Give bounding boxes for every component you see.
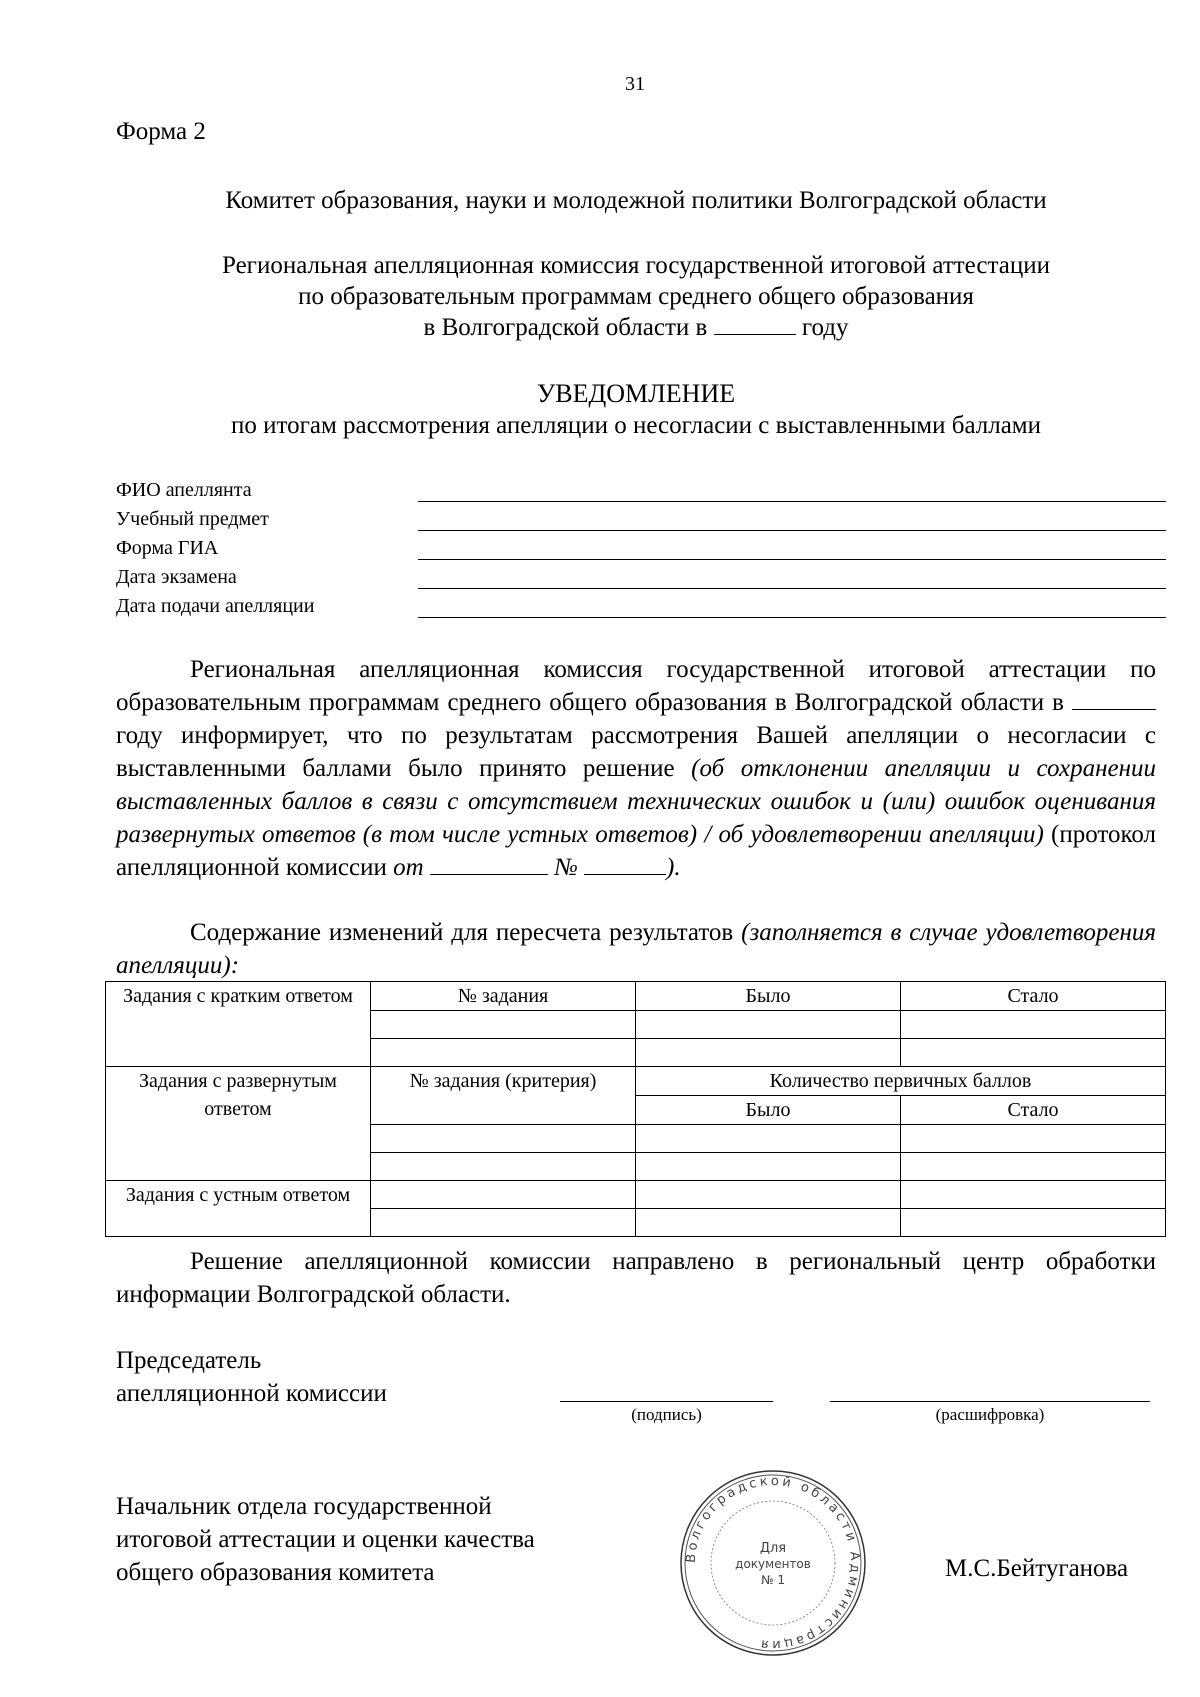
became-header: Стало (901, 982, 1166, 1011)
was-header: Было (636, 1096, 901, 1125)
table-cell (371, 1039, 636, 1067)
short-answer-label: Задания с кратким ответом (106, 982, 371, 1067)
field-row-gia-form (116, 535, 1166, 564)
stamp-outer-text: Волгоградской области Администрация (683, 1473, 863, 1653)
protocol-date-blank (430, 852, 548, 875)
table-cell (901, 1153, 1166, 1181)
notice-subtitle: по итогам рассмотрения апелляции о несогласии с выставленными баллами (230, 412, 1042, 439)
field-fill-line (418, 617, 1166, 618)
committee-heading: Комитет образования, науки и молодежной политики Волгоградской области (225, 187, 1047, 214)
decision-paragraph: Региональная апелляционная комиссия государственной итоговой аттестации по образовательным программам среднего общего образования в Волгоградской области в году информирует, что по результатам рассмотрения Вашей апелляции о несогласии с выставленными баллами было принято решение (об отклонении апелляции и сохранении выставленных баллов в связи с отсутствием технических ошибок и (или) ошибок оценивания развернутых ответов (в том числе устных ответов) / об удовлетворении апелляции) (протокол апелляционной комиссии от № ). (116, 656, 1156, 881)
field-label: ФИО апеллянта (116, 479, 252, 501)
commission-heading (116, 250, 1156, 343)
field-label: Дата подачи апелляции (116, 595, 315, 617)
field-fill-line (418, 559, 1166, 560)
oral-answer-label: Задания с устным ответом (106, 1181, 371, 1237)
became-header: Стало (901, 1096, 1166, 1125)
field-label: Форма ГИА (116, 537, 219, 559)
protocol-number-blank (584, 852, 666, 875)
table-cell (901, 1039, 1166, 1067)
stamp-center-line-1: Для (759, 1541, 787, 1556)
form-label: Форма 2 (116, 118, 206, 145)
table-cell (901, 1209, 1166, 1237)
chief-title: Начальник отдела государственной итоговой аттестации и оценки качества общего образования комитета (116, 1493, 535, 1586)
decision-options: (об отклонении апелляции и сохранении выставленных баллов в связи с отсутствием технических ошибок и (или) ошибок оценивания развернутых ответов (в том числе устных ответов) / об удовлетворении апелляции) (116, 755, 1156, 848)
decoding-line (830, 1401, 1150, 1402)
decoding-caption: (расшифровка) (935, 1405, 1045, 1424)
table-row (106, 1181, 1166, 1209)
official-stamp (678, 1468, 868, 1658)
field-row-exam-date (116, 564, 1166, 593)
was-header: Было (636, 982, 901, 1011)
task-criterion-header: № задания (критерия) (371, 1067, 636, 1125)
changes-table (105, 981, 1166, 1237)
routing-paragraph: Решение апелляционной комиссии направлено в региональный центр обработки информации Волгоградской области. (116, 1248, 1156, 1308)
changes-intro: Содержание изменений для пересчета результатов (заполняется в случае удовлетворения апелляции): (116, 919, 1156, 979)
task-number-header: № задания (371, 982, 636, 1011)
table-cell (371, 1181, 636, 1209)
chief-name: М.С.Бейтуганова (945, 1555, 1129, 1582)
table-cell (636, 1209, 901, 1237)
commission-line-3: в Волгоградской области в году (423, 314, 849, 341)
table-cell (636, 1125, 901, 1153)
field-row-appeal-date (116, 593, 1166, 622)
table-cell (901, 1181, 1166, 1209)
commission-line-1: Региональная апелляционная комиссия государственной итоговой аттестации (222, 252, 1050, 279)
field-fill-line (418, 530, 1166, 531)
table-cell (636, 1153, 901, 1181)
field-fill-line (418, 501, 1166, 502)
signature-line (560, 1401, 773, 1402)
table-cell (371, 1125, 636, 1153)
appellant-fields (116, 477, 1166, 622)
stamp-center-line-3: № 1 (761, 1573, 785, 1587)
year-blank (1072, 687, 1156, 710)
table-row (106, 1067, 1166, 1096)
stamp-center-line-2: документов (735, 1557, 811, 1571)
commission-line-2: по образовательным программам среднего общего образования (298, 283, 974, 310)
table-cell (371, 1209, 636, 1237)
field-row-subject (116, 506, 1166, 535)
extended-answer-label: Задания с развернутым ответом (106, 1067, 371, 1181)
table-cell (901, 1011, 1166, 1039)
primary-points-header: Количество первичных баллов (636, 1067, 1166, 1096)
notice-title: УВЕДОМЛЕНИЕ (536, 379, 736, 408)
table-cell (636, 1011, 901, 1039)
field-fill-line (418, 588, 1166, 589)
table-cell (371, 1011, 636, 1039)
chairman-title: Председатель апелляционной комиссии (116, 1347, 387, 1407)
year-blank (714, 312, 796, 335)
table-cell (636, 1181, 901, 1209)
table-cell (371, 1153, 636, 1181)
field-row-fio (116, 477, 1166, 506)
table-cell (636, 1039, 901, 1067)
signature-caption: (подпись) (631, 1405, 702, 1424)
table-cell (901, 1125, 1166, 1153)
table-row (106, 982, 1166, 1011)
page-number: 31 (625, 73, 645, 95)
field-label: Дата экзамена (116, 566, 237, 588)
field-label: Учебный предмет (116, 508, 269, 530)
